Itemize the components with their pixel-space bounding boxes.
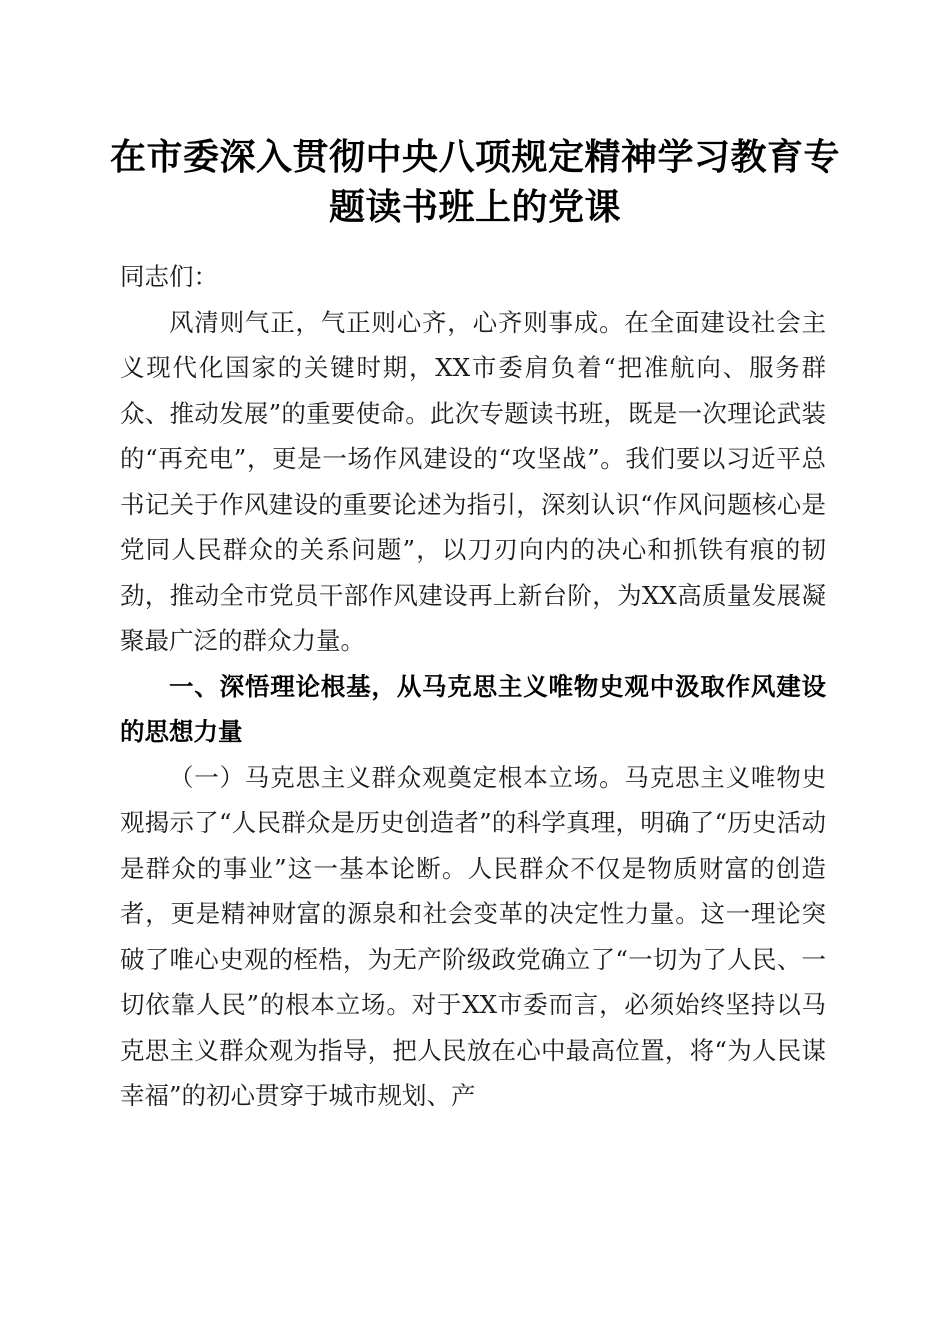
subsection-paragraph: （一）马克思主义群众观奠定根本立场。马克思主义唯物史观揭示了“人民群众是历史创造者”的科学真理，明确了“历史活动是群众的事业”这一基本论断。人民群众不仅是物质财富的创造者，更是精神财富的源泉和社会变革的决定性力量。这一理论突破了唯心史观的桎梏，为无产阶级政党确立了“一切为了人民、一切依靠人民”的根本立场。对于XX市委而言，必须始终坚持以马克思主义群众观为指导，把人民放在心中最高位置，将“为人民谋幸福”的初心贯穿于城市规划、产 bbox=[120, 762, 826, 1110]
document-body bbox=[120, 254, 826, 1119]
salutation: 同志们： bbox=[120, 262, 218, 291]
section-heading: 一、深悟理论根基，从马克思主义唯物史观中汲取作风建设的思想力量 bbox=[120, 671, 826, 746]
intro-paragraph: 风清则气正，气正则心齐，心齐则事成。在全面建设社会主义现代化国家的关键时期，XX市委肩负着“把准航向、服务群众、推动发展”的重要使命。此次专题读书班，既是一次理论武装的“再充电”，更是一场作风建设的“攻坚战”。我们要以习近平总书记关于作风建设的重要论述为指引，深刻认识“作风问题核心是党同人民群众的关系问题”，以刀刃向内的决心和抓铁有痕的韧劲，推动全市党员干部作风建设再上新台阶，为XX高质量发展凝聚最广泛的群众力量。 bbox=[120, 307, 826, 655]
document-title: 在市委深入贯彻中央八项规定精神学习教育专题读书班上的党课 bbox=[109, 136, 840, 228]
